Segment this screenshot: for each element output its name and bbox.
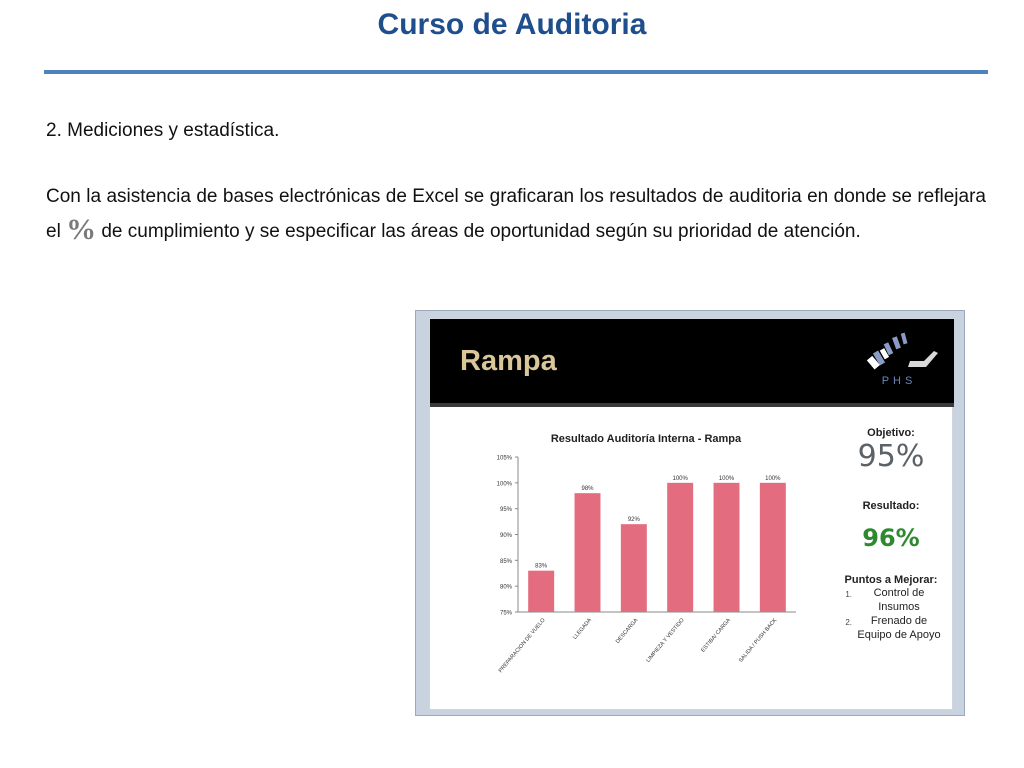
- x-axis-ticks: [498, 617, 779, 674]
- percent-symbol: %: [66, 213, 97, 246]
- paragraph-text-before: Con la asistencia de bases electrónicas de Excel se graficaran los resultados de auditoria en donde se reflejara el: [46, 186, 986, 242]
- x-tick-label: LLEGADA: [572, 617, 594, 641]
- bar-data-label: 92%: [627, 517, 640, 524]
- y-tick-label: 95%: [499, 507, 512, 514]
- chart-bars: [528, 483, 786, 612]
- audit-report-panel: [415, 310, 965, 716]
- objective-label: Objetivo:: [867, 427, 915, 439]
- slide-title: Curso de Auditoria: [377, 8, 647, 41]
- chart-axes: [518, 457, 796, 612]
- y-tick-label: 80%: [499, 584, 512, 591]
- x-tick-label: SALIDA / PUSH BACK: [738, 617, 779, 664]
- bar: [714, 483, 740, 612]
- result-label: Resultado:: [862, 500, 920, 512]
- bar-data-label: 83%: [535, 563, 548, 570]
- objective-value: 95%: [857, 439, 925, 474]
- improve-item-number: 1.: [845, 590, 852, 599]
- phs-logo: [864, 327, 944, 393]
- bar-data-label: 100%: [718, 475, 735, 482]
- bar-data-label: 100%: [672, 475, 688, 482]
- bar-data-label: 100%: [765, 475, 781, 482]
- improve-label: Puntos a Mejorar:: [844, 574, 938, 586]
- y-axis-ticks: [497, 456, 518, 617]
- summary-column: [830, 427, 952, 642]
- bar-data-labels: [535, 476, 781, 570]
- y-tick-label: 100%: [496, 481, 512, 488]
- body-paragraph: [46, 180, 986, 248]
- bar: [760, 483, 786, 612]
- y-tick-label: 90%: [499, 533, 512, 539]
- bar: [667, 483, 693, 612]
- bar-chart-svg: [466, 427, 826, 707]
- phs-logo-icon: [864, 327, 944, 377]
- y-tick-label: 75%: [499, 610, 512, 617]
- improve-item: [830, 614, 952, 642]
- logo-text: PHS: [881, 375, 917, 387]
- report-sheet: [429, 318, 953, 710]
- improve-item: [830, 586, 952, 614]
- improve-item-text: Frenado de Equipo de Apoyo: [857, 615, 941, 641]
- report-header-title: Rampa: [460, 345, 557, 377]
- improve-item-text: Control de Insumos: [873, 587, 925, 613]
- bar: [621, 524, 647, 612]
- result-value: 96%: [862, 524, 920, 552]
- audit-bar-chart: [466, 427, 826, 707]
- improve-list: [830, 586, 952, 642]
- bar: [528, 571, 554, 612]
- bar: [575, 493, 601, 612]
- x-tick-label: ESTIBA/ CARGA: [700, 617, 733, 654]
- chart-title: Resultado Auditoría Interna - Rampa: [550, 433, 742, 445]
- improve-item-number: 2.: [845, 618, 852, 627]
- x-tick-label: PREPARACION DE VUELO: [497, 617, 547, 675]
- y-tick-label: 85%: [499, 558, 512, 565]
- x-tick-label: LIMPIEZA Y VESTIDO: [645, 617, 686, 664]
- bar-data-label: 98%: [581, 486, 594, 493]
- section-subheading: 2. Mediciones y estadística.: [46, 120, 280, 141]
- report-header: [430, 319, 954, 407]
- paragraph-text-after: de cumplimiento y se especificar las áreas de oportunidad según su prioridad de atención.: [96, 221, 861, 242]
- y-tick-label: 105%: [496, 455, 512, 462]
- title-divider: [44, 70, 988, 74]
- x-tick-label: DESCARGA: [614, 617, 640, 645]
